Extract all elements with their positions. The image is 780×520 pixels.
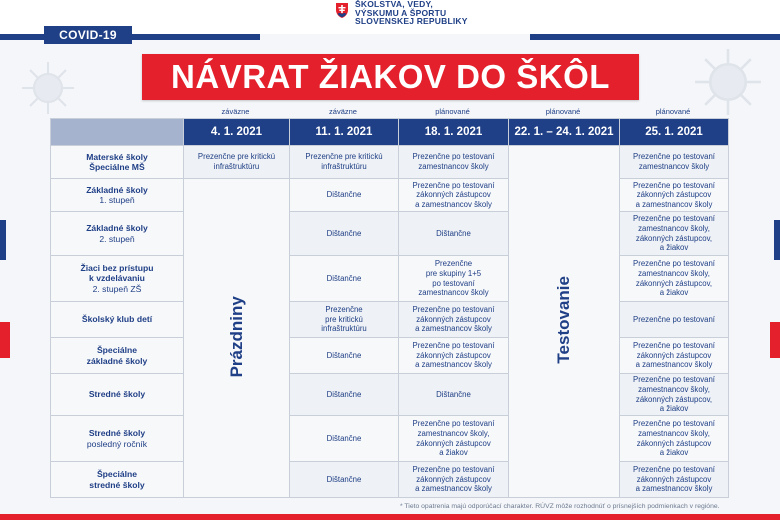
row-header-line: Základné školy bbox=[86, 223, 148, 233]
cell-col5-line: zamestnancov školy, bbox=[638, 428, 710, 438]
cell-col3-line: Prezenčne po testovaní bbox=[412, 341, 495, 351]
side-accent-blue-left bbox=[0, 220, 6, 260]
cell-col3-line: zákonných zástupcov bbox=[416, 350, 491, 360]
row-header-line: Špeciálne bbox=[96, 469, 138, 479]
cell-col5-line: a žiakov bbox=[659, 404, 689, 414]
ministry-line-3: SLOVENSKEJ REPUBLIKY bbox=[355, 16, 468, 26]
cell-col3-line: po testovaní bbox=[432, 278, 475, 288]
row-header-line: posledný ročník bbox=[86, 438, 148, 449]
holidays-label: Prázdniny bbox=[226, 295, 246, 378]
cell-col2-line: infraštruktúru bbox=[321, 324, 367, 334]
side-accent-red-right bbox=[770, 322, 780, 358]
cell-col3-line: zákonných zástupcov bbox=[416, 438, 491, 448]
row-header-line: 1. stupeň bbox=[99, 195, 135, 205]
side-accent-red-left bbox=[0, 322, 10, 358]
cell-col2-line: pre kritickú bbox=[325, 314, 363, 324]
cell-col3-line: a zamestnancov školy bbox=[415, 199, 492, 209]
table-row bbox=[51, 212, 729, 256]
row-header-line: Stredné školy bbox=[88, 389, 146, 400]
cell-col5-line: Prezenčne po testovaní bbox=[633, 259, 715, 269]
cell-col5 bbox=[620, 212, 729, 256]
cell-col2-line: Prezenčne pre kritickú bbox=[305, 152, 383, 162]
cell-col3 bbox=[399, 256, 509, 302]
ministry-logo bbox=[335, 0, 468, 30]
cell-col3 bbox=[399, 146, 509, 179]
cell-col5-line: Prezenčne po testovaní bbox=[633, 375, 715, 385]
holidays-cell bbox=[184, 179, 290, 498]
cell-col2 bbox=[290, 302, 399, 338]
table-row bbox=[51, 179, 729, 212]
column-date-4: 22. 1. – 24. 1. 2021 bbox=[509, 119, 620, 146]
cell-col5-line: a zamestnancov školy bbox=[635, 360, 713, 370]
cell-col5 bbox=[620, 146, 729, 179]
column-date-2: 11. 1. 2021 bbox=[290, 119, 399, 146]
page-title: NÁVRAT ŽIAKOV DO ŠKÔL bbox=[142, 54, 639, 100]
cell-col5-line: Prezenčne po testovaní bbox=[633, 341, 715, 351]
cell-col3-line: zákonných zástupcov bbox=[416, 474, 491, 484]
header-corner bbox=[51, 119, 184, 146]
cell-col2-line: Dištančne bbox=[326, 389, 362, 399]
cell-col5-line: Prezenčne po testovaní bbox=[633, 180, 715, 190]
cell-col5 bbox=[620, 374, 729, 416]
cell-col5-line: a zamestnancov školy bbox=[635, 199, 713, 209]
cell-col5-line: Prezenčne po testovaní bbox=[633, 465, 715, 475]
cell-col3 bbox=[399, 338, 509, 374]
cell-col5-line: zákonných zástupcov bbox=[636, 474, 712, 484]
cell-col5-line: a zamestnancov školy bbox=[635, 484, 713, 494]
cell-col3-line: a žiakov bbox=[439, 448, 468, 458]
cell-col5 bbox=[620, 462, 729, 498]
cell-col5-line: a žiakov bbox=[659, 448, 689, 458]
cell-col5-line: Prezenčne po testovaní bbox=[633, 152, 715, 162]
cell-col3-line: Prezenčne bbox=[434, 259, 473, 269]
row-header-line: k vzdelávaniu bbox=[89, 273, 145, 284]
cell-col5-line: zákonných zástupcov bbox=[636, 190, 712, 200]
cell-col3-line: Prezenčne po testovaní bbox=[412, 419, 495, 429]
cell-col3-line: Dištančne bbox=[436, 228, 471, 238]
cell-col5 bbox=[620, 416, 729, 462]
table-row bbox=[51, 146, 729, 179]
cell-col5-line: zákonných zástupcov bbox=[636, 438, 712, 448]
cell-col2-line: Dištančne bbox=[326, 433, 362, 443]
cell-col3-line: zamestnancov školy bbox=[418, 288, 489, 298]
column-date-1: 4. 1. 2021 bbox=[184, 119, 290, 146]
row-header-line: Špeciálne bbox=[96, 345, 138, 355]
column-status-2: záväzne bbox=[329, 107, 357, 116]
ministry-name bbox=[355, 0, 468, 26]
row-header bbox=[51, 462, 184, 498]
cell-col3-line: zamestnancov školy bbox=[418, 162, 489, 171]
row-header-line: Stredné školy bbox=[88, 428, 146, 438]
table-row bbox=[51, 338, 729, 374]
column-date-3: 18. 1. 2021 bbox=[399, 119, 509, 146]
virus-icon bbox=[18, 58, 78, 118]
covid-tag: COVID-19 bbox=[44, 26, 132, 44]
cell-col3 bbox=[399, 374, 509, 416]
column-status-3: plánované bbox=[435, 107, 470, 116]
cell-col5 bbox=[620, 256, 729, 302]
cell-col2-line: Dištančne bbox=[326, 273, 362, 283]
column-date-5: 25. 1. 2021 bbox=[620, 119, 729, 146]
cell-col5-line: zákonných zástupcov bbox=[636, 350, 712, 360]
cell-col2 bbox=[290, 146, 399, 179]
cell-col5-line: zákonných zástupcov, bbox=[635, 278, 713, 288]
cell-col3 bbox=[399, 462, 509, 498]
cell-col5-line: zákonných zástupcov, bbox=[635, 233, 713, 243]
cell-col3-line: a zamestnancov školy bbox=[415, 484, 492, 494]
cell-col3-line: Dištančne bbox=[436, 389, 471, 399]
cell-col5 bbox=[620, 338, 729, 374]
cell-col1 bbox=[184, 146, 290, 179]
cell-col2 bbox=[290, 179, 399, 212]
cell-col3 bbox=[399, 416, 509, 462]
cell-col3 bbox=[399, 179, 509, 212]
footnote: * Tieto opatrenia majú odporúčací charakter. RÚVZ môže rozhodnúť o prísnejších podmienkach v regióne. bbox=[400, 503, 720, 510]
table-row bbox=[51, 462, 729, 498]
column-status-5: plánované bbox=[655, 107, 691, 116]
cell-col3 bbox=[399, 302, 509, 338]
cell-col5-line: zákonných zástupcov, bbox=[635, 394, 713, 404]
column-status-4: plánované bbox=[545, 107, 581, 116]
row-header-line: Špeciálne MŠ bbox=[89, 162, 145, 172]
row-header-line: základné školy bbox=[86, 355, 148, 366]
cell-col5-line: a žiakov bbox=[659, 288, 689, 298]
row-header bbox=[51, 374, 184, 416]
cell-col5-line: zamestnancov školy, bbox=[638, 223, 710, 233]
cell-col5 bbox=[620, 179, 729, 212]
row-header-line: 2. stupeň bbox=[99, 233, 135, 244]
row-header-line: Školský klub detí bbox=[81, 314, 153, 325]
cell-col3-line: zákonných zástupcov bbox=[416, 190, 491, 200]
table-row bbox=[51, 374, 729, 416]
row-header bbox=[51, 302, 184, 338]
cell-col3 bbox=[399, 212, 509, 256]
row-header bbox=[51, 338, 184, 374]
cell-col2-line: Prezenčne bbox=[325, 305, 363, 315]
ministry-line-2: VÝSKUMU A ŠPORTU bbox=[355, 7, 447, 18]
cell-col3-line: Prezenčne po testovaní bbox=[412, 180, 495, 190]
cell-col3-line: a zamestnancov školy bbox=[415, 324, 492, 334]
ministry-line-1: ŠKOLSTVA, VEDY, bbox=[355, 0, 433, 9]
cell-col5-line: zamestnancov školy bbox=[638, 162, 710, 171]
row-header-line: stredné školy bbox=[89, 479, 145, 490]
row-header-line: Žiaci bez prístupu bbox=[80, 262, 154, 273]
cell-col2 bbox=[290, 212, 399, 256]
cell-col3-line: pre skupiny 1+5 bbox=[425, 268, 482, 278]
cell-col3-line: Prezenčne po testovaní bbox=[412, 152, 495, 162]
slovak-crest-icon bbox=[335, 2, 349, 19]
cell-col5-line: Prezenčne po testovaní bbox=[633, 214, 715, 224]
cell-col2-line: Dištančne bbox=[326, 350, 362, 360]
row-header-line: 2. stupeň ZŠ bbox=[92, 283, 142, 294]
testing-label: Testovanie bbox=[554, 276, 574, 364]
cell-col3-line: Prezenčne po testovaní bbox=[412, 305, 495, 315]
cell-col3-line: Prezenčne po testovaní bbox=[412, 465, 495, 475]
row-header bbox=[51, 416, 184, 462]
cell-col1-line: Prezenčne pre kritickú bbox=[197, 152, 276, 162]
bottom-stripe bbox=[0, 514, 780, 520]
cell-col5-line: Prezenčne po testovaní bbox=[633, 419, 715, 429]
cell-col1-line: infraštruktúru bbox=[213, 162, 260, 171]
row-header-line: Materské školy bbox=[86, 151, 148, 162]
cell-col2-line: Dištančne bbox=[326, 228, 362, 238]
cell-col5-line: zamestnancov školy, bbox=[638, 384, 710, 394]
row-header-line: Základné školy bbox=[86, 184, 148, 195]
table-row bbox=[51, 302, 729, 338]
row-header bbox=[51, 256, 184, 302]
cell-col2 bbox=[290, 462, 399, 498]
header-stripe-right bbox=[530, 34, 780, 40]
cell-col3-line: zamestnancov školy, bbox=[417, 428, 490, 438]
cell-col2 bbox=[290, 374, 399, 416]
cell-col5 bbox=[620, 302, 729, 338]
column-status-1: záväzne bbox=[221, 107, 250, 116]
cell-col5-line: Prezenčne po testovaní bbox=[633, 314, 715, 324]
cell-col3-line: a zamestnancov školy bbox=[415, 360, 492, 370]
side-accent-blue-right bbox=[774, 220, 780, 260]
cell-col2 bbox=[290, 338, 399, 374]
row-header bbox=[51, 179, 184, 212]
testing-cell bbox=[509, 146, 620, 498]
cell-col5-line: zamestnancov školy, bbox=[638, 268, 710, 278]
cell-col2 bbox=[290, 256, 399, 302]
cell-col2-line: Dištančne bbox=[326, 190, 362, 200]
table-row bbox=[51, 256, 729, 302]
cell-col3-line: zákonných zástupcov bbox=[416, 314, 491, 324]
row-header bbox=[51, 146, 184, 179]
header-row bbox=[51, 119, 729, 146]
schedule-body bbox=[51, 146, 729, 498]
cell-col2 bbox=[290, 416, 399, 462]
schedule-table bbox=[50, 118, 729, 498]
row-header bbox=[51, 212, 184, 256]
cell-col2-line: infraštruktúru bbox=[321, 162, 367, 171]
cell-col2-line: Dištančne bbox=[326, 474, 362, 484]
table-row bbox=[51, 416, 729, 462]
cell-col5-line: a žiakov bbox=[659, 243, 689, 253]
